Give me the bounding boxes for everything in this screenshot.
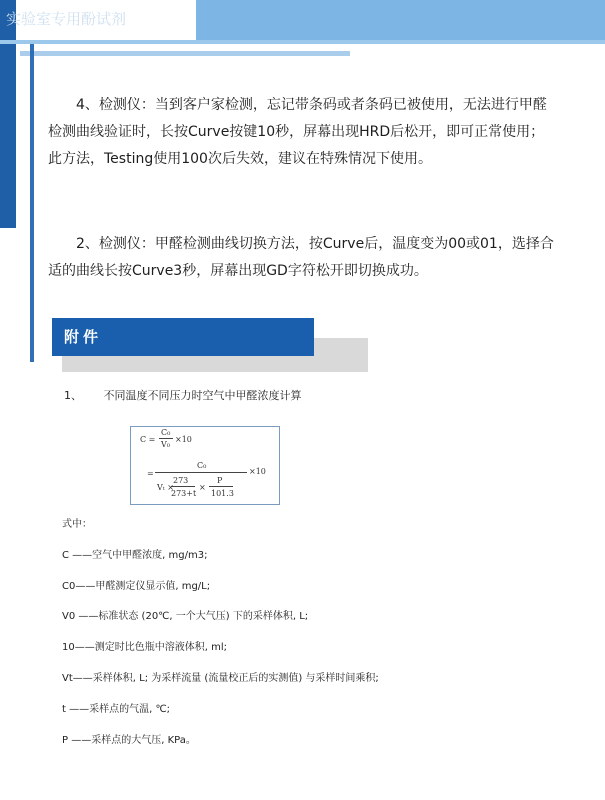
- definitions-intro: 式中：: [62, 519, 92, 530]
- annex-item-number: 1、: [64, 389, 82, 402]
- formula-frac3-bar: [171, 486, 195, 487]
- formula-times-10-a: ×10: [175, 435, 192, 444]
- paragraph-curve-switch: 2、检测仪：甲醛检测曲线切换方法，按Curve后，温度变为00或01，选择合适的曲线长按Curve3秒，屏幕出现GD字符松开即切换成功。: [48, 236, 554, 279]
- header-divider-bar: [0, 40, 605, 44]
- formula-times-p: ×: [199, 483, 206, 492]
- formula-equals-b: =: [147, 469, 154, 478]
- formula-p: P: [217, 476, 223, 485]
- header-top-band: [196, 0, 605, 40]
- formula-frac1-denominator: V₀: [161, 440, 170, 449]
- definition-10: 10——测定时比色瓶中溶液体积, ml;: [62, 642, 227, 653]
- definition-t: t ——采样点的气温, ℃;: [62, 704, 171, 715]
- formula-frac1-numerator: C₀: [161, 428, 171, 437]
- annex-item-title: [64, 387, 302, 403]
- definition-v0: V0 ——标准状态 (20℃, 一个大气压) 下的采样体积, L;: [62, 611, 309, 622]
- paragraph-curve-long-press: 4、检测仪：当到客户家检测，忘记带条码或者条码已被使用，无法进行甲醛检测曲线验证时，长按Curve按键10秒，屏幕出现HRD后松开，即可正常使用；此方法，Testing使用100次后失效，建议在特殊情况下使用。: [48, 97, 547, 167]
- formula-frac1-bar: [159, 438, 173, 439]
- annex-header: 附件: [52, 318, 314, 356]
- formula-frac2-bar: [155, 472, 247, 473]
- watermark-text: 实验室专用酚试剂: [6, 10, 127, 28]
- formula-frac4-bar: [209, 486, 233, 487]
- definition-c0: C0——甲醛测定仪显示值, mg/L;: [62, 581, 211, 592]
- left-accent-line: [30, 44, 34, 362]
- header-thin-rule: [20, 51, 350, 56]
- header-left-blue-block: [0, 0, 16, 228]
- formula-image: [130, 426, 280, 505]
- formula-101-3: 101.3: [211, 489, 234, 498]
- formula-frac2-numerator: C₀: [197, 461, 207, 470]
- formula-c-equals: C =: [140, 435, 156, 444]
- definition-p: P ——采样点的大气压, KPa。: [62, 735, 196, 746]
- formula-273: 273: [173, 476, 189, 485]
- definition-vt: Vt——采样体积, L; 为采样流量 (流量校正后的实测值) 与采样时间乘积;: [62, 673, 379, 684]
- definition-c: C ——空气中甲醛浓度, mg/m3;: [62, 550, 208, 561]
- annex-item-text: 不同温度不同压力时空气中甲醛浓度计算: [103, 389, 302, 402]
- formula-vt: Vₜ ×: [157, 483, 174, 492]
- formula-273-plus-t: 273+t: [171, 489, 197, 498]
- formula-times-10-b: ×10: [249, 467, 266, 476]
